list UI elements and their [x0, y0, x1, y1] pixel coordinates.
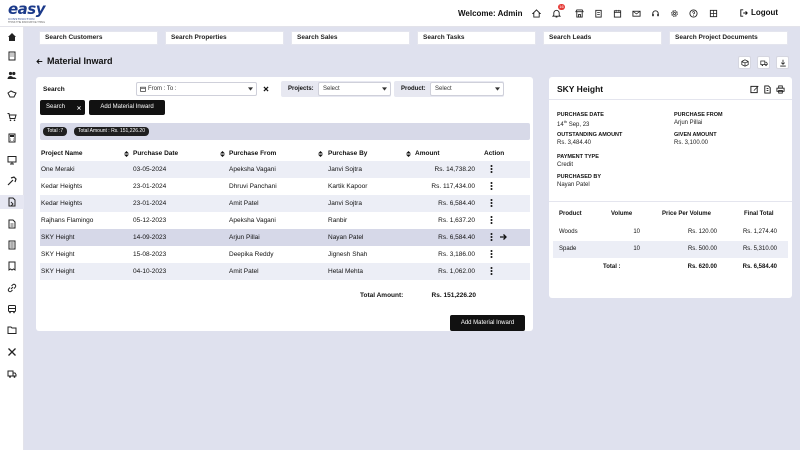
- table-row[interactable]: [40, 212, 530, 229]
- add-material-inward-bottom-button[interactable]: Add Material Inward: [450, 315, 525, 331]
- cell-amount: Rs. 3,186.00: [438, 251, 475, 258]
- products-table-header: [549, 211, 792, 221]
- search-sales-button[interactable]: Search Sales: [291, 31, 410, 45]
- cell-project: SKY Height: [41, 268, 75, 275]
- cell-by: Hetal Mehta: [328, 268, 364, 275]
- back-arrow-icon[interactable]: [36, 58, 43, 65]
- purchase-date-rest: Sep, 23: [567, 122, 590, 128]
- kebab-menu-icon[interactable]: [490, 233, 493, 241]
- product-row[interactable]: [553, 241, 788, 258]
- bell-icon[interactable]: [551, 4, 564, 19]
- cell-by: Jignesh Shah: [328, 251, 368, 258]
- product-label: Product:: [401, 86, 426, 92]
- headset-icon[interactable]: [650, 7, 660, 19]
- logout-icon: [740, 9, 748, 17]
- product-total: Rs. 5,310.00: [742, 246, 777, 252]
- cell-from: Apeksha Vagani: [229, 166, 276, 173]
- col-action: Action: [484, 150, 505, 157]
- cell-by: Kartik Kapoor: [328, 183, 368, 190]
- table-row[interactable]: [40, 246, 530, 263]
- cell-date: 23-01-2024: [133, 183, 167, 190]
- cell-date: 04-10-2023: [133, 268, 167, 275]
- sidebar-link-icon[interactable]: [0, 281, 24, 295]
- sidebar-cart-icon[interactable]: [0, 110, 24, 124]
- cell-date: 03-05-2024: [133, 166, 167, 173]
- product-name: Spade: [559, 246, 577, 252]
- sidebar-folder-icon[interactable]: [0, 323, 24, 337]
- search-properties-button[interactable]: Search Properties: [165, 31, 284, 45]
- cell-from: Amit Patel: [229, 268, 259, 275]
- cell-project: One Meraki: [41, 166, 75, 173]
- sidebar-people-icon[interactable]: [0, 68, 24, 82]
- product-total: Rs. 1,274.40: [742, 229, 777, 235]
- document-icon[interactable]: [763, 85, 772, 94]
- outstanding-amount-value: Rs. 3,484.40: [557, 140, 592, 146]
- col-project-name[interactable]: Project Name: [41, 150, 83, 157]
- print-icon[interactable]: [776, 85, 785, 94]
- detail-divider: [549, 99, 792, 100]
- cell-from: Arjun Pillai: [229, 234, 260, 241]
- brand-logo[interactable]: [8, 2, 68, 24]
- sidebar-building-icon[interactable]: [0, 49, 24, 63]
- cell-amount: Rs. 14,738.20: [434, 166, 475, 173]
- chevron-down-icon: [382, 87, 387, 91]
- sidebar-bus-icon[interactable]: [0, 302, 24, 316]
- sidebar-document-icon[interactable]: [0, 217, 24, 231]
- brand-tagline: THINK THE INNOVATIVE THING: [8, 21, 46, 24]
- left-sidebar: [0, 27, 24, 450]
- products-total-row: [553, 259, 788, 276]
- table-header: [40, 147, 530, 161]
- detail-title: SKY Height: [557, 84, 604, 94]
- chevron-down-icon: [495, 87, 500, 91]
- cell-project: Rajhans Flamingo: [41, 217, 94, 224]
- brand-sub: CONSTRUCTION: [8, 17, 35, 21]
- sidebar-hammer-icon[interactable]: [0, 174, 24, 188]
- sidebar-truck-icon[interactable]: [0, 367, 24, 381]
- page-title-text: Material Inward: [47, 56, 113, 66]
- projects-label: Projects:: [288, 86, 314, 92]
- cell-date: 14-09-2023: [133, 234, 167, 241]
- sidebar-inward-icon[interactable]: [0, 195, 24, 209]
- purchase-date-day: 14: [557, 122, 564, 128]
- given-amount-label: GIVEN AMOUNT: [674, 132, 717, 138]
- col-amount[interactable]: Amount: [415, 150, 440, 157]
- projects-select[interactable]: [318, 82, 391, 96]
- cell-date: 15-08-2023: [133, 251, 167, 258]
- col-price-per-volume: Price Per Volume: [662, 211, 711, 217]
- cell-from: Amit Patel: [229, 200, 259, 207]
- table-row[interactable]: [40, 263, 530, 280]
- purchase-from-label: PURCHASE FROM: [674, 112, 723, 118]
- arrow-right-icon[interactable]: [500, 234, 507, 240]
- cell-from: Dhruvi Panchani: [229, 183, 277, 190]
- product-name: Woods: [559, 229, 578, 235]
- material-inward-card: [36, 77, 533, 331]
- cell-by: Ranbir: [328, 217, 348, 224]
- product-volume: 10: [633, 229, 640, 235]
- welcome-text: Welcome: Admin: [458, 9, 523, 18]
- projects-select-value: Select: [323, 86, 340, 92]
- col-product: Product: [559, 211, 582, 217]
- cell-amount: Rs. 1,637.20: [438, 217, 475, 224]
- table-total-value: Rs. 151,226.20: [431, 292, 476, 299]
- add-material-inward-button[interactable]: Add Material Inward: [89, 100, 165, 115]
- given-amount-value: Rs. 3,100.00: [674, 140, 709, 146]
- purchase-date-label: PURCHASE DATE: [557, 112, 604, 118]
- products-total-price: Rs. 620.00: [687, 264, 717, 270]
- cell-project: SKY Height: [41, 234, 75, 241]
- total-amount-chip: Total Amount : Rs. 151,226.20: [74, 127, 149, 136]
- projects-filter: [281, 81, 391, 97]
- summary-bar: [40, 123, 530, 140]
- col-purchase-by[interactable]: Purchase By: [328, 150, 368, 157]
- cell-project: SKY Height: [41, 251, 75, 258]
- store-icon[interactable]: [574, 7, 584, 19]
- page-title: [36, 56, 113, 66]
- table-row-selected[interactable]: [40, 229, 530, 246]
- purchase-date-suffix: th: [563, 119, 568, 124]
- cell-date: 23-01-2024: [133, 200, 167, 207]
- product-volume: 10: [633, 246, 640, 252]
- date-range-value: From : To :: [148, 86, 177, 92]
- logout-label: Logout: [751, 8, 779, 17]
- sidebar-tools-icon[interactable]: [0, 345, 24, 359]
- products-total-label: Total :: [603, 264, 621, 270]
- table-row[interactable]: [40, 178, 530, 195]
- kebab-menu-icon[interactable]: [490, 250, 493, 258]
- kebab-menu-icon[interactable]: [490, 267, 493, 275]
- sort-icon[interactable]: [406, 151, 411, 157]
- product-price: Rs. 120.00: [687, 229, 717, 235]
- purchase-from-value: Arjun Pillai: [674, 120, 703, 126]
- help-icon[interactable]: [688, 7, 698, 19]
- sidebar-file-list-icon[interactable]: [0, 238, 24, 252]
- detail-divider: [549, 201, 792, 202]
- product-select[interactable]: [430, 82, 504, 96]
- download-icon[interactable]: [776, 56, 789, 69]
- truck-icon[interactable]: [757, 56, 770, 69]
- kebab-menu-icon[interactable]: [490, 182, 493, 190]
- total-count-chip: Total :7: [43, 127, 67, 136]
- sidebar-invoice-icon[interactable]: [0, 259, 24, 273]
- sort-icon[interactable]: [318, 151, 323, 157]
- payment-type-label: PAYMENT TYPE: [557, 154, 599, 160]
- purchased-by-value: Nayan Patel: [557, 182, 590, 188]
- purchased-by-label: PURCHASED BY: [557, 174, 602, 180]
- col-final-total: Final Total: [744, 211, 774, 217]
- clipboard-icon[interactable]: [593, 7, 603, 19]
- close-icon[interactable]: [77, 106, 81, 110]
- brand-name: easy: [8, 0, 46, 18]
- product-row[interactable]: [553, 224, 788, 241]
- col-volume: Volume: [611, 211, 633, 217]
- cell-project: Kedar Heights: [41, 200, 83, 207]
- cell-by: Janvi Sojtra: [328, 166, 362, 173]
- cell-amount: Rs. 6,584.40: [438, 234, 475, 241]
- grid-icon[interactable]: [708, 7, 718, 19]
- product-select-value: Select: [435, 86, 452, 92]
- table-row[interactable]: [40, 195, 530, 212]
- calendar-icon: [140, 86, 146, 92]
- outstanding-amount-label: OUTSTANDING AMOUNT: [557, 132, 623, 138]
- search-button-label: Search: [46, 104, 66, 110]
- gear-icon[interactable]: [669, 7, 679, 19]
- edit-icon[interactable]: [750, 85, 759, 94]
- detail-panel: [549, 77, 792, 298]
- cell-project: Kedar Heights: [41, 183, 83, 190]
- col-purchase-date[interactable]: Purchase Date: [133, 150, 179, 157]
- cell-by: Nayan Patel: [328, 234, 364, 241]
- kebab-menu-icon[interactable]: [490, 216, 493, 224]
- cell-from: Apeksha Vagani: [229, 217, 276, 224]
- notification-badge: 16: [559, 4, 564, 9]
- product-price: Rs. 500.00: [687, 246, 717, 252]
- calendar-icon[interactable]: [612, 7, 622, 19]
- cell-amount: Rs. 1,062.00: [438, 268, 475, 275]
- search-button[interactable]: [40, 100, 85, 115]
- table-row[interactable]: [40, 161, 530, 178]
- chevron-down-icon: [248, 87, 253, 91]
- cell-amount: Rs. 6,584.40: [438, 200, 475, 207]
- search-customers-button[interactable]: Search Customers: [39, 31, 158, 45]
- clear-date-icon[interactable]: [263, 86, 269, 92]
- kebab-menu-icon[interactable]: [490, 165, 493, 173]
- mail-icon[interactable]: [631, 7, 641, 19]
- kebab-menu-icon[interactable]: [490, 199, 493, 207]
- top-header: [0, 0, 800, 27]
- sidebar-handshake-icon[interactable]: [0, 87, 24, 101]
- box-icon[interactable]: [738, 56, 751, 69]
- cell-by: Janvi Sojtra: [328, 200, 362, 207]
- col-purchase-from[interactable]: Purchase From: [229, 150, 277, 157]
- cell-date: 05-12-2023: [133, 217, 167, 224]
- search-tasks-button[interactable]: Search Tasks: [417, 31, 536, 45]
- purchase-date-value: [557, 119, 589, 128]
- logout-button[interactable]: [740, 8, 778, 17]
- quick-search-bar: [30, 31, 800, 46]
- products-total-final: Rs. 6,584.40: [742, 264, 777, 270]
- sidebar-calculator-icon[interactable]: [0, 131, 24, 145]
- sidebar-monitor-icon[interactable]: [0, 153, 24, 167]
- sort-icon[interactable]: [220, 151, 225, 157]
- table-total-label: Total Amount:: [360, 292, 404, 299]
- date-range-input[interactable]: [136, 82, 257, 96]
- product-filter: [394, 81, 504, 97]
- home-icon[interactable]: [531, 7, 541, 19]
- sort-icon[interactable]: [124, 151, 129, 157]
- search-label: Search: [43, 86, 65, 93]
- search-project-documents-button[interactable]: Search Project Documents: [669, 31, 788, 45]
- cell-amount: Rs. 117,434.00: [431, 183, 475, 190]
- sidebar-home-icon[interactable]: [0, 30, 24, 44]
- payment-type-value: Credit: [557, 162, 574, 168]
- cell-from: Deepika Reddy: [229, 251, 274, 258]
- search-leads-button[interactable]: Search Leads: [543, 31, 662, 45]
